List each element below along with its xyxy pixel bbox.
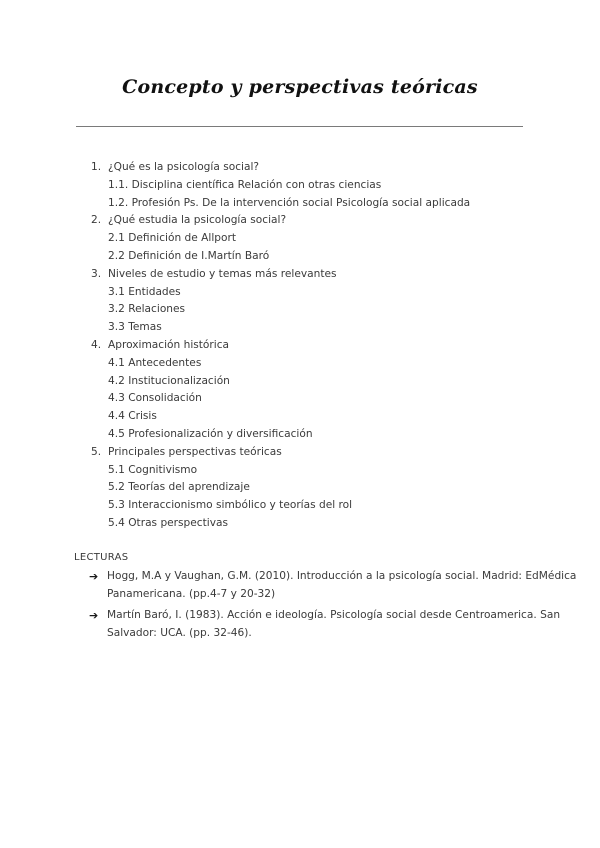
toc-subsection [0,248,600,266]
page-title: Concepto y perspectivas teóricas [122,76,478,98]
toc-subsection [0,177,600,195]
toc-section-title: ¿Qué es la psicología social? [108,161,260,173]
toc-subsection [0,284,600,302]
toc-section [0,212,600,230]
toc-subsection-title: 5.2 Teorías del aprendizaje [108,481,250,494]
toc-section-number: 2. [91,214,102,227]
toc-section [0,444,600,462]
toc-section [0,337,600,355]
toc-subsection [0,497,600,515]
toc-subsection [0,319,600,337]
reference-item [0,607,600,642]
toc-subsection [0,355,600,373]
toc-subsection-title: 5.1 Cognitivismo [108,463,198,476]
arrow-bullet-icon: ➔ [89,570,99,583]
toc-section [0,159,600,177]
toc-section-title: Niveles de estudio y temas más relevantes [108,267,337,280]
toc-subsection-title: 4.5 Profesionalización y diversificación [108,427,313,440]
toc-section [0,266,600,284]
toc-subsection [0,301,600,319]
toc-subsection [0,408,600,426]
title-divider [76,126,523,127]
toc-subsection-title: 2.2 Definición de I.Martín Baró [108,249,270,262]
toc-section-number: 5. [91,445,102,458]
toc-subsection [0,426,600,444]
toc-subsection-title: 4.3 Consolidación [108,392,202,405]
reference-text-line: Hogg, M.A y Vaughan, G.M. (2010). Introducción a la psicología social. Madrid: EdMédica [107,570,577,582]
toc-subsection-title: 3.2 Relaciones [108,303,186,316]
toc-subsection-title: 3.3 Temas [108,321,162,334]
arrow-bullet-icon: ➔ [89,609,99,622]
toc-subsection-title: 4.4 Crisis [108,410,157,423]
toc-subsection [0,195,600,213]
toc-subsection-title: 5.3 Interaccionismo simbólico y teorías del rol [108,499,353,512]
toc-subsection [0,462,600,480]
toc-subsection-title: 2.1 Definición de Allport [108,232,237,245]
reference-text-line: Panamericana. (pp.4-7 y 20-32) [107,587,276,600]
toc-section-number: 1. [91,161,102,173]
toc-section-title: ¿Qué estudia la psicología social? [108,214,287,227]
toc-section-title: Principales perspectivas teóricas [108,445,282,458]
toc-section-number: 3. [91,267,102,280]
reference-item [0,568,600,603]
toc-section-title: Aproximación histórica [108,338,230,351]
toc-subsection-title: 1.2. Profesión Ps. De la intervención social Psicología social aplicada [108,196,471,209]
toc-subsection [0,390,600,408]
reference-text-line: Salvador: UCA. (pp. 32-46). [107,626,252,639]
toc-subsection [0,230,600,248]
toc-subsection-title: 4.1 Antecedentes [108,356,202,369]
toc-subsection [0,373,600,391]
table-of-contents [0,159,600,533]
toc-subsection-title: 1.1. Disciplina científica Relación con otras ciencias [108,178,382,191]
toc-section-number: 4. [91,338,102,351]
reference-text-line: Martín Baró, I. (1983). Acción e ideología. Psicología social desde Centroamerica. San [107,609,561,621]
toc-subsection-title: 3.1 Entidades [108,285,181,298]
toc-subsection [0,479,600,497]
reference-list [0,568,600,646]
toc-subsection [0,515,600,533]
toc-subsection-title: 5.4 Otras perspectivas [108,516,229,529]
toc-subsection-title: 4.2 Institucionalización [108,374,230,387]
lecturas-heading: LECTURAS [74,552,129,563]
